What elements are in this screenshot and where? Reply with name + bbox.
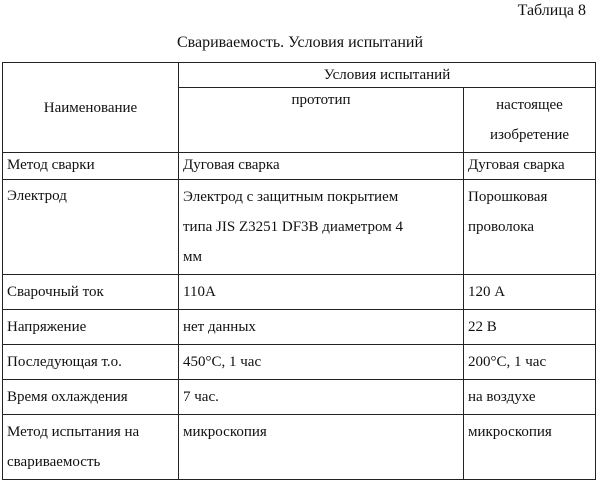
row-prototype-line: Электрод с защитным покрытием [183,189,399,205]
row-invention-line: Порошковая [468,189,548,205]
row-prototype-line: типа JIS Z3251 DF3B диаметром 4 [183,219,403,235]
row-invention: 120 А [464,275,596,310]
row-name-line: Метод испытания на [7,424,140,440]
table-row [3,153,596,180]
row-prototype: 7 час. [179,380,464,415]
row-name: Электрод [3,180,179,275]
row-invention: микроскопия [464,415,596,480]
row-name: Последующая т.о. [3,345,179,380]
row-invention: Дуговая сварка [464,153,596,180]
row-invention: 22 В [464,310,596,345]
row-invention [464,180,596,275]
row-prototype: Дуговая сварка [179,153,464,180]
row-name [3,415,179,480]
table-row [3,275,596,310]
row-prototype [179,180,464,275]
table-row [3,180,596,275]
header-prototype: прототип [179,88,464,153]
table-number: Таблица 8 [517,2,586,19]
row-invention-line: проволока [468,219,535,235]
header-name: Наименование [3,63,179,153]
table-row [3,380,596,415]
row-name: Метод сварки [3,153,179,180]
row-name: Напряжение [3,310,179,345]
row-invention: 200°С, 1 час [464,345,596,380]
table-row [3,310,596,345]
table-row [3,345,596,380]
row-prototype: микроскопия [179,415,464,480]
row-invention: на воздухе [464,380,596,415]
table-row [3,415,596,480]
row-prototype: нет данных [179,310,464,345]
header-conditions: Условия испытаний [179,63,596,88]
row-prototype-line: мм [183,249,202,265]
row-prototype: 110А [179,275,464,310]
header-invention-line1: настоящее [496,97,563,113]
table-title: Свариваемость. Условия испытаний [176,34,424,51]
row-name-line: свариваемость [7,454,101,470]
header-invention-line2: изобретение [489,127,570,143]
row-name: Сварочный ток [3,275,179,310]
row-name: Время охлаждения [3,380,179,415]
row-prototype: 450°С, 1 час [179,345,464,380]
header-row-1 [3,63,596,88]
header-invention [464,88,596,153]
conditions-table [2,62,596,480]
